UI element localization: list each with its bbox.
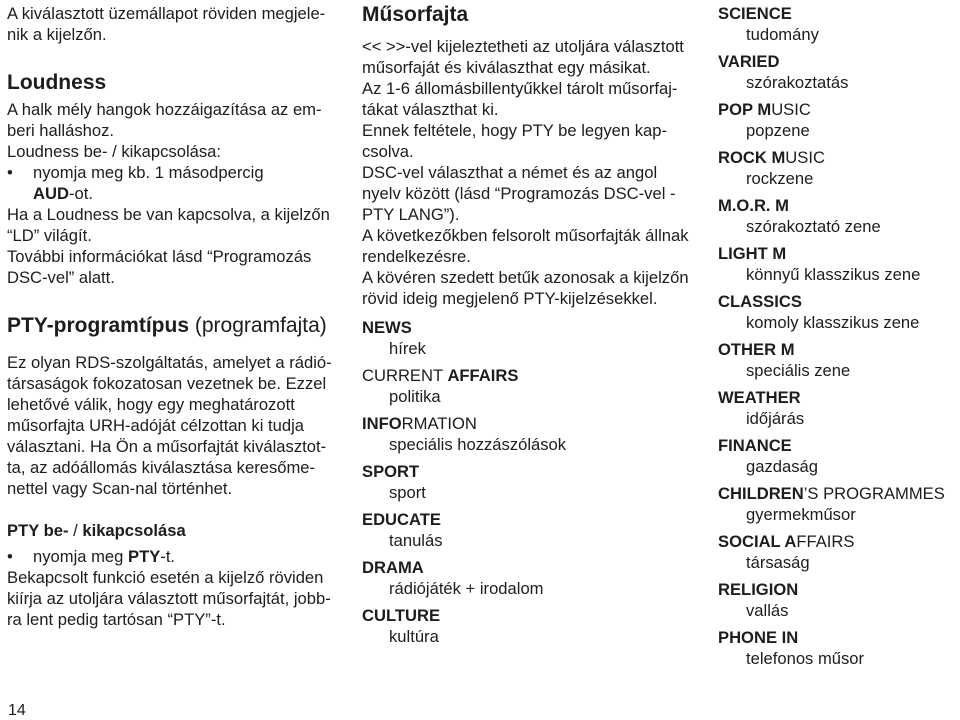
- pty-code: [362, 461, 698, 482]
- aud-suffix: -ot.: [68, 184, 93, 203]
- pty-list-item: [718, 483, 958, 525]
- pty-desc: szórakoztató zene: [746, 217, 881, 236]
- pty-code: [362, 317, 698, 338]
- pty-list-item: [718, 243, 958, 285]
- pty-code: [362, 509, 698, 530]
- pty-desc: rádiójáték + irodalom: [389, 579, 544, 598]
- pty-code-bold: ROCK M: [718, 148, 786, 167]
- musorfajta-p3: Ennek feltétele, hogy PTY be legyen kap- csolva.: [362, 121, 668, 161]
- pty-code: [718, 579, 958, 600]
- pty-toggle-heading: [7, 520, 339, 541]
- pty-code-rest: ’S PROGRAMMES: [803, 484, 945, 503]
- pty-code-bold: RELIGION: [718, 580, 799, 599]
- pty-code: [362, 557, 698, 578]
- pty-list-item: [718, 291, 958, 333]
- pty-desc: könnyű klasszikus zene: [746, 265, 921, 284]
- pty-heading: [7, 313, 339, 339]
- musorfajta-p5: A következőkben felsorolt műsorfajták állnak rendelkezésre.: [362, 226, 689, 266]
- pty-list-item: [362, 461, 698, 503]
- pty-key-label: PTY: [128, 547, 161, 566]
- pty-code-rest: USIC: [771, 100, 811, 119]
- pty-code-bold: SPORT: [362, 462, 420, 481]
- pty-code: [718, 291, 958, 312]
- pty-suffix: -t.: [160, 547, 176, 566]
- musorfajta-p2: Az 1-6 állomásbillentyűkkel tárolt műsorfaj- tákat választhat ki.: [362, 79, 678, 119]
- pty-list-item: [362, 317, 698, 359]
- aud-key-label: AUD: [33, 184, 69, 203]
- pty-code-bold: EDUCATE: [362, 510, 441, 529]
- pty-desc: sport: [389, 483, 426, 502]
- column-middle: [362, 0, 698, 653]
- pty-desc: gazdaság: [746, 457, 818, 476]
- pty-desc: popzene: [746, 121, 810, 140]
- pty-code: [362, 605, 698, 626]
- pty-code-bold: CULTURE: [362, 606, 441, 625]
- pty-list-item: [718, 387, 958, 429]
- pty-code-bold: OTHER M: [718, 340, 795, 359]
- loudness-more-info: További információkat lásd “Programozás DSC-vel” alatt.: [7, 247, 312, 287]
- pty-list-item: [718, 339, 958, 381]
- pty-code-bold: INFO: [362, 414, 402, 433]
- pty-list-item: [362, 605, 698, 647]
- pty-bullet: [7, 546, 339, 567]
- pty-code: [718, 627, 958, 648]
- musorfajta-p6: A kövéren szedett betűk azonosak a kijelzőn rövid ideig megjelenő PTY-kijelzésekkel.: [362, 268, 689, 308]
- loudness-description: A halk mély hangok hozzáigazítása az em- beri halláshoz.: [7, 100, 322, 140]
- pty-code: [718, 435, 958, 456]
- pty-list-item: [718, 531, 958, 573]
- pty-desc: tudomány: [746, 25, 819, 44]
- pty-toggle-a: PTY be-: [7, 521, 69, 540]
- pty-list-item: [718, 435, 958, 477]
- pty-code-bold: WEATHER: [718, 388, 801, 407]
- pty-code-rest: FFAIRS: [796, 532, 855, 551]
- pty-code-bold: AFFAIRS: [447, 366, 519, 385]
- loudness-bullet-cont: [7, 183, 339, 204]
- pty-list-item: [718, 195, 958, 237]
- column-left: [7, 0, 339, 630]
- pty-list-item: [362, 509, 698, 551]
- pty-code-rest: USIC: [785, 148, 825, 167]
- intro-paragraph: A kiválasztott üzemállapot röviden megjele- nik a kijelzőn.: [7, 4, 326, 44]
- pty-code-bold: NEWS: [362, 318, 412, 337]
- pty-code-bold: POP M: [718, 100, 772, 119]
- pty-list-item: [718, 627, 958, 669]
- column-right: [718, 0, 958, 675]
- pty-desc: hírek: [389, 339, 426, 358]
- pty-heading-light: (programfajta): [194, 314, 327, 337]
- musorfajta-heading: Műsorfajta: [362, 3, 469, 26]
- pty-code-rest: RMATION: [401, 414, 477, 433]
- pty-desc: tanulás: [389, 531, 443, 550]
- pty-list-item: [718, 579, 958, 621]
- pty-toggle-slash: /: [73, 521, 78, 540]
- pty-code: [718, 339, 958, 360]
- pty-desc: telefonos műsor: [746, 649, 865, 668]
- pty-code-rest: CURRENT: [362, 366, 448, 385]
- pty-list-item: [362, 557, 698, 599]
- pty-code-bold: SOCIAL A: [718, 532, 797, 551]
- pty-paragraph-2: Bekapcsolt funkció esetén a kijelző röviden kiírja az utoljára választott műsorfajtát, jobb- ra lent pedig tartósan “PTY”-t.: [7, 568, 331, 629]
- pty-code-bold: DRAMA: [362, 558, 424, 577]
- pty-code: [718, 51, 958, 72]
- pty-code-bold: M.O.R. M: [718, 196, 789, 215]
- pty-list-item: [718, 99, 958, 141]
- pty-code-bold: CLASSICS: [718, 292, 802, 311]
- pty-code-bold: VARIED: [718, 52, 780, 71]
- pty-desc: szórakoztatás: [746, 73, 849, 92]
- pty-code: [718, 99, 958, 120]
- pty-list-item: [718, 51, 958, 93]
- musorfajta-p4: DSC-vel választhat a német és az angol nyelv között (lásd “Programozás DSC-vel - PTY LANG”).: [362, 163, 676, 224]
- loudness-heading: Loudness: [7, 71, 107, 94]
- pty-desc: vallás: [746, 601, 789, 620]
- pty-code: [718, 195, 958, 216]
- pty-desc: gyermekműsor: [746, 505, 856, 524]
- pty-code-bold: LIGHT M: [718, 244, 787, 263]
- pty-list-middle: [362, 317, 698, 647]
- pty-desc: időjárás: [746, 409, 805, 428]
- pty-list-item: [718, 147, 958, 189]
- pty-code-bold: FINANCE: [718, 436, 792, 455]
- pty-code: [718, 147, 958, 168]
- pty-code: [718, 531, 958, 552]
- pty-desc: speciális zene: [746, 361, 851, 380]
- pty-list-item: [362, 365, 698, 407]
- pty-desc: rockzene: [746, 169, 814, 188]
- pty-heading-bold: PTY-programtípus: [7, 314, 190, 337]
- pty-code: [362, 413, 698, 434]
- musorfajta-p1: << >>-vel kijeleztetheti az utoljára választott műsorfaját és kiválaszthat egy másikat.: [362, 37, 684, 77]
- pty-code: [362, 365, 698, 386]
- pty-desc: komoly klasszikus zene: [746, 313, 920, 332]
- loudness-bullet: [7, 162, 339, 183]
- pty-desc: társaság: [746, 553, 810, 572]
- pty-desc: politika: [389, 387, 441, 406]
- page-number: 14: [8, 702, 26, 719]
- pty-code-bold: SCIENCE: [718, 4, 792, 23]
- loudness-bullet-text: nyomja meg kb. 1 másodpercig: [33, 163, 264, 182]
- pty-list-item: [718, 3, 958, 45]
- pty-list-item: [362, 413, 698, 455]
- pty-code: [718, 243, 958, 264]
- loudness-on-info: Ha a Loudness be van kapcsolva, a kijelzőn “LD” világít.: [7, 205, 330, 245]
- loudness-toggle-label: Loudness be- / kikapcsolása:: [7, 142, 222, 161]
- pty-toggle-b: kikapcsolása: [82, 521, 186, 540]
- pty-code-bold: CHILDREN: [718, 484, 804, 503]
- pty-list-right: [718, 3, 958, 669]
- pty-code: [718, 3, 958, 24]
- pty-code: [718, 387, 958, 408]
- pty-bullet-text: nyomja meg: [33, 547, 124, 566]
- pty-code-bold: PHONE IN: [718, 628, 799, 647]
- pty-paragraph-1: Ez olyan RDS-szolgáltatás, amelyet a rádió- társaságok fokozatosan vezetnek be. Ezzel lehetővé válik, hogy egy meghatározott műsorfajta URH-adóját célzottan ki tudja választani. Ha Ön a műsorfajtát kiválasztot- ta, az adóállomás kiválasztása keresőme- nettel vagy Scan-nal történhet.: [7, 353, 332, 498]
- pty-code: [718, 483, 958, 504]
- pty-desc: kultúra: [389, 627, 439, 646]
- pty-desc: speciális hozzászólások: [389, 435, 567, 454]
